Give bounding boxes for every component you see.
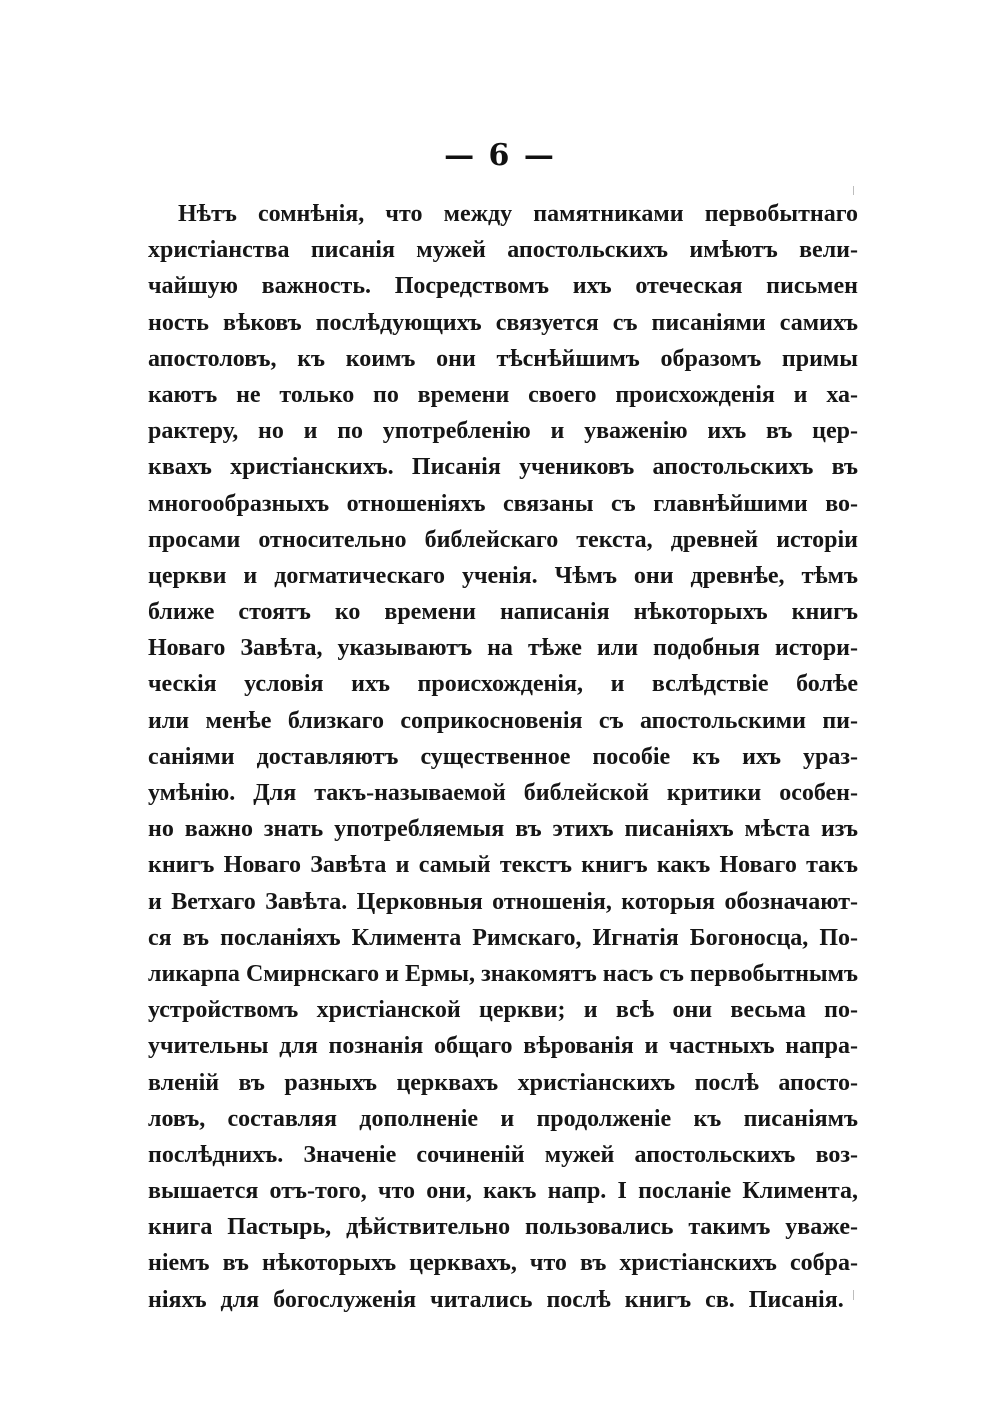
text-line: умѣнію. Для такъ-называемой библейской критики особен- [148, 780, 858, 806]
text-line: Новаго Завѣта, указываютъ на тѣже или подобныя истори- [148, 635, 858, 662]
text-line: апостоловъ, къ коимъ они тѣснѣйшимъ образомъ примы [148, 345, 858, 372]
text-line: учительны для познанія общаго вѣрованія и частныхъ напра- [148, 1033, 858, 1060]
scan-artifact-mark [853, 186, 854, 195]
text-line: ликарпа Смирнскаго и Ермы, знакомятъ насъ съ первобытнымъ [148, 960, 858, 987]
text-line: просами относительно библейскаго текста, древней исторіи [148, 526, 858, 553]
text-line: книга Пастырь, дѣйствительно пользовались такимъ уваже- [148, 1214, 858, 1241]
text-line: саніями доставляютъ существенное пособіе къ ихъ ураз- [148, 743, 858, 770]
body-paragraph [148, 196, 858, 1318]
text-line: ніемъ въ нѣкоторыхъ церквахъ, что въ христіанскихъ собра- [148, 1250, 858, 1277]
text-line: книгъ Новаго Завѣта и самый текстъ книгъ какъ Новаго такъ [148, 852, 858, 879]
text-line: многообразныхъ отношеніяхъ связаны съ главнѣйшими во- [148, 490, 858, 517]
text-line: устройствомъ христіанской церкви; и всѣ они весьма по- [148, 997, 858, 1024]
text-line: ся въ посланіяхъ Климента Римскаго, Игнатія Богоносца, По- [148, 924, 858, 951]
text-line: ближе стоятъ ко времени написанія нѣкоторыхъ книгъ [148, 599, 858, 626]
text-line: ніяхъ для богослуженія читались послѣ книгъ св. Писанія. [148, 1286, 844, 1313]
scan-artifact-mark [853, 1290, 854, 1300]
text-line: и Ветхаго Завѣта. Церковныя отношенія, которыя обозначают- [148, 888, 858, 915]
text-line: или менѣе близкаго соприкосновенія съ апостольскими пи- [148, 707, 858, 734]
page-number: — 6 — [444, 138, 556, 173]
text-line: ловъ, составляя дополненіе и продолженіе къ писаніямъ [148, 1105, 858, 1132]
text-line: чайшую важность. Посредствомъ ихъ отеческая письмен [148, 273, 858, 300]
text-line: ческія условія ихъ происхожденія, и вслѣдствіе болѣе [148, 671, 858, 698]
text-line: рактеру, но и по употребленію и уваженію ихъ въ цер- [148, 418, 858, 445]
text-line: ность вѣковъ послѣдующихъ связуется съ писаніями самихъ [148, 309, 858, 336]
text-line: вленій въ разныхъ церквахъ христіанскихъ послѣ апосто- [148, 1069, 858, 1096]
text-line: послѣднихъ. Значеніе сочиненій мужей апостольскихъ воз- [148, 1141, 858, 1168]
text-line: вышается отъ-того, что они, какъ напр. I посланіе Климента, [148, 1178, 858, 1205]
text-line: квахъ христіанскихъ. Писанія учениковъ апостольскихъ въ [148, 454, 858, 481]
text-line: христіанства писанія мужей апостольскихъ имѣютъ вели- [148, 237, 858, 264]
text-line: каютъ не только по времени своего происхожденія и ха- [148, 381, 858, 408]
text-line: но важно знать употребляемыя въ этихъ писаніяхъ мѣста изъ [148, 816, 858, 843]
text-line: церкви и догматическаго ученія. Чѣмъ они древнѣе, тѣмъ [148, 562, 858, 589]
text-line: Нѣтъ сомнѣнія, что между памятниками первобытнаго [178, 201, 858, 227]
